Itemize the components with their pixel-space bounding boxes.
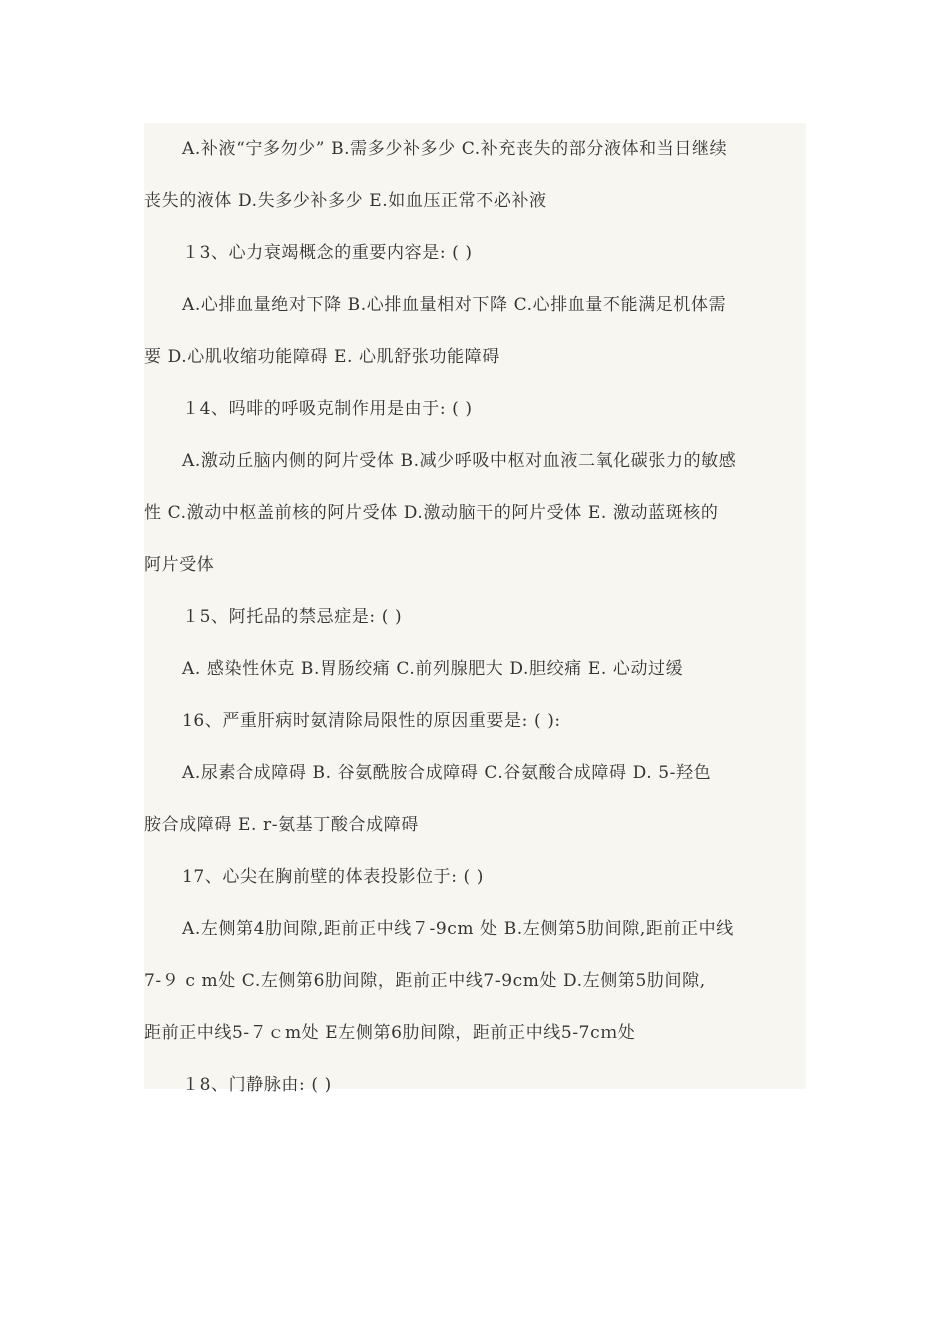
option-line-q14-cont2: 阿片受体 [144,555,215,575]
question-17: 17、心尖在胸前壁的体表投影位于: ( ) [182,867,485,887]
option-line-q12-cont: 丧失的液体 D.失多少补多少 E.如血压正常不必补液 [144,191,547,211]
option-line-q16-cont: 胺合成障碍 E. r-氨基丁酸合成障碍 [144,815,419,835]
option-line-q13-cont: 要 D.心肌收缩功能障碍 E. 心肌舒张功能障碍 [144,347,500,367]
question-15: １5、阿托品的禁忌症是: ( ) [182,607,403,627]
option-line-q14: A.激动丘脑内侧的阿片受体 B.减少呼吸中枢对血液二氧化碳张力的敏感 [182,451,737,471]
question-14: １4、吗啡的呼吸克制作用是由于: ( ) [182,399,473,419]
option-line-q14-cont: 性 C.激动中枢盖前核的阿片受体 D.激动脑干的阿片受体 E. 激动蓝斑核的 [144,503,719,523]
option-line-q17: A.左侧第4肋间隙,距前正中线７-9cm 处 B.左侧第5肋间隙,距前正中线 [182,919,734,939]
document-page [144,123,806,1095]
option-line-q17-cont: 7-９ c m处 C.左侧第6肋间隙，距前正中线7-9cm处 D.左侧第5肋间隙, [144,971,706,991]
option-line-q16: A.尿素合成障碍 B. 谷氨酰胺合成障碍 C.谷氨酸合成障碍 D. 5-羟色 [182,763,712,783]
question-16: 16、严重肝病时氨清除局限性的原因重要是: ( ): [182,711,561,731]
option-line-q17-cont2: 距前正中线5-７ｃm处 E左侧第6肋间隙，距前正中线5-7cｍ处 [144,1023,636,1043]
option-line-q13: A.心排血量绝对下降 B.心排血量相对下降 C.心排血量不能满足机体需 [182,295,727,315]
question-13: １3、心力衰竭概念的重要内容是: ( ) [182,243,473,263]
option-line-q15: A. 感染性休克 B.胃肠绞痛 C.前列腺肥大 D.胆绞痛 E. 心动过缓 [182,659,684,679]
option-line-q12: A.补液“宁多勿少” B.需多少补多少 C.补充丧失的部分液体和当日继续 [182,139,728,159]
question-18: １8、门静脉由: ( ) [182,1075,332,1095]
